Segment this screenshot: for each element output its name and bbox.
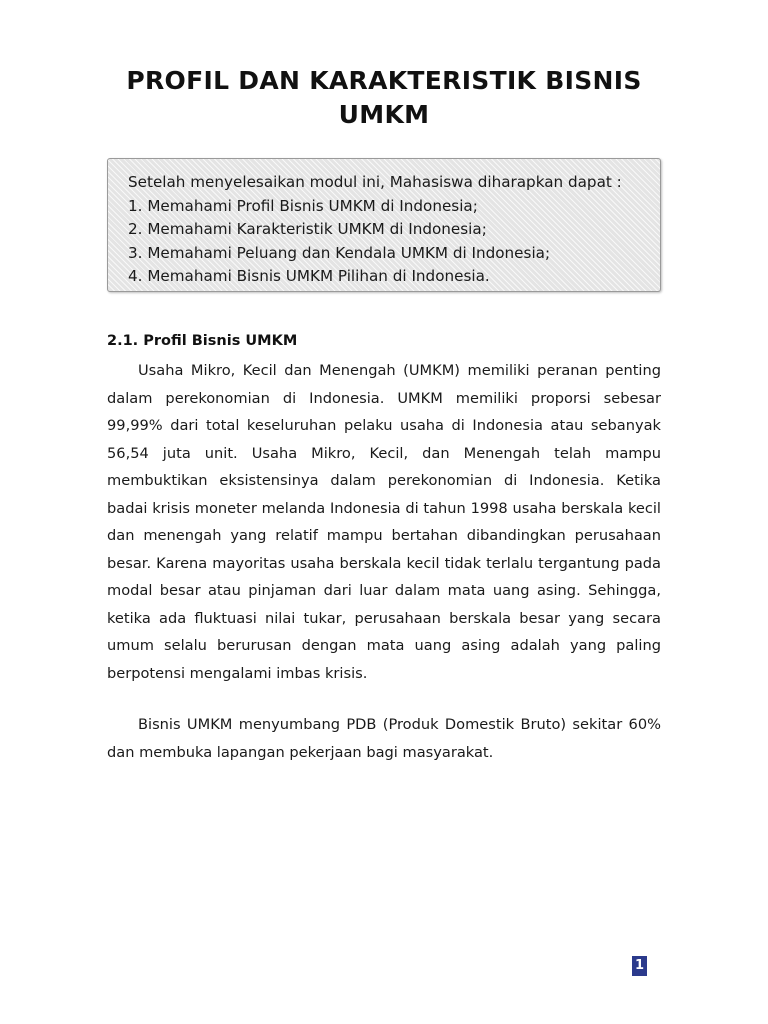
objective-item: 1. Memahami Profil Bisnis UMKM di Indonesia; [128,196,478,215]
body-paragraph: Bisnis UMKM menyumbang PDB (Produk Domestik Bruto) sekitar 60% dan membuka lapangan pekerjaan bagi masyarakat. [107,716,661,761]
objective-item: 4. Memahami Bisnis UMKM Pilihan di Indonesia. [128,267,490,286]
learning-objectives-box [107,158,661,292]
page-title: PROFIL DAN KARAKTERISTIK BISNIS UMKM [126,66,642,129]
body-paragraph: Usaha Mikro, Kecil dan Menengah (UMKM) memiliki peranan penting dalam perekonomian di Indonesia. UMKM memiliki proporsi sebesar 99,99% dari total keseluruhan pelaku usaha di Indonesia atau sebanyak 56,54 juta unit. Usaha Mikro, Kecil, dan Menengah telah mampu membuktikan eksistensinya dalam perekonomian di Indonesia. Ketika badai krisis moneter melanda Indonesia di tahun 1998 usaha berskala kecil dan menengah yang relatif mampu bertahan dibandingkan perusahaan besar. Karena mayoritas usaha berskala kecil tidak terlalu tergantung pada modal besar atau pinjaman dari luar dalam mata uang asing. Sehingga, ketika ada fluktuasi nilai tukar, perusahaan berskala besar yang secara umum selalu berurusan dengan mata uang asing adalah yang paling berpotensi mengalami imbas krisis. [107,362,661,682]
objectives-intro: Setelah menyelesaikan modul ini, Mahasiswa diharapkan dapat : [128,173,622,191]
page-number-badge: 1 [632,956,647,976]
section-heading: 2.1. Profil Bisnis UMKM [107,333,298,349]
objective-item: 2. Memahami Karakteristik UMKM di Indonesia; [128,220,487,239]
objective-item: 3. Memahami Peluang dan Kendala UMKM di Indonesia; [128,243,551,262]
